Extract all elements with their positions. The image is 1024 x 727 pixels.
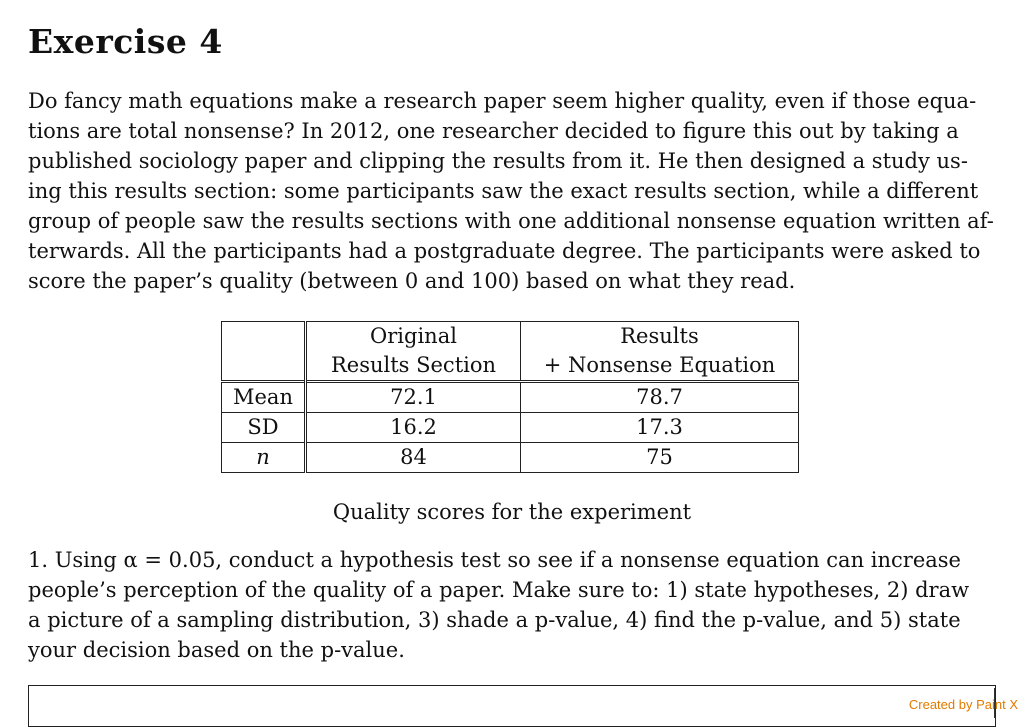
cell-original-mean: 72.1 [306, 382, 521, 413]
header-original-line2: Results Section [330, 353, 497, 377]
header-original-line1: Original [370, 324, 457, 348]
cell-original-n: 84 [306, 443, 521, 473]
intro-line: published sociology paper and clipping the results from it. He then designed a study us- [28, 149, 968, 173]
intro-line: ing this results section: some participants saw the exact results section, while a different [28, 179, 979, 203]
header-empty-cell [222, 322, 306, 382]
row-label-sd: SD [222, 413, 306, 443]
intro-line: group of people saw the results sections with one additional nonsense equation written af- [28, 209, 994, 233]
header-original [306, 322, 521, 382]
question-line: people’s perception of the quality of a paper. Make sure to: 1) state hypotheses, 2) draw [28, 578, 970, 602]
row-label-mean: Mean [222, 382, 306, 413]
question-line: your decision based on the p-value. [28, 638, 405, 662]
cell-nonsense-mean: 78.7 [521, 382, 799, 413]
question-line: 1. Using α = 0.05, conduct a hypothesis test so see if a nonsense equation can increase [28, 548, 961, 572]
intro-line: Do fancy math equations make a research paper seem higher quality, even if those equa- [28, 89, 977, 113]
table-caption: Quality scores for the experiment [332, 500, 692, 524]
intro-paragraph [28, 86, 994, 296]
header-nonsense-line2: + Nonsense Equation [543, 353, 776, 377]
question-1 [28, 545, 988, 665]
table-row [222, 382, 799, 413]
watermark: Created by Paint X [908, 697, 1018, 712]
table-header-row [222, 322, 799, 382]
question-line: a picture of a sampling distribution, 3) shade a p-value, 4) find the p-value, and 5) state [28, 608, 961, 632]
table-row [222, 443, 799, 473]
answer-box[interactable] [28, 685, 996, 727]
header-nonsense [521, 322, 799, 382]
cell-original-sd: 16.2 [306, 413, 521, 443]
intro-line: tions are total nonsense? In 2012, one researcher decided to figure this out by taking a [28, 119, 959, 143]
table-row [222, 413, 799, 443]
header-nonsense-line1: Results [620, 324, 699, 348]
quality-scores-table [221, 321, 799, 473]
cell-nonsense-n: 75 [521, 443, 799, 473]
intro-line: score the paper’s quality (between 0 and 100) based on what they read. [28, 269, 796, 293]
row-label-n: n [222, 443, 306, 473]
intro-line: terwards. All the participants had a postgraduate degree. The participants were asked to [28, 239, 981, 263]
exercise-title: Exercise 4 [28, 22, 223, 61]
cell-nonsense-sd: 17.3 [521, 413, 799, 443]
